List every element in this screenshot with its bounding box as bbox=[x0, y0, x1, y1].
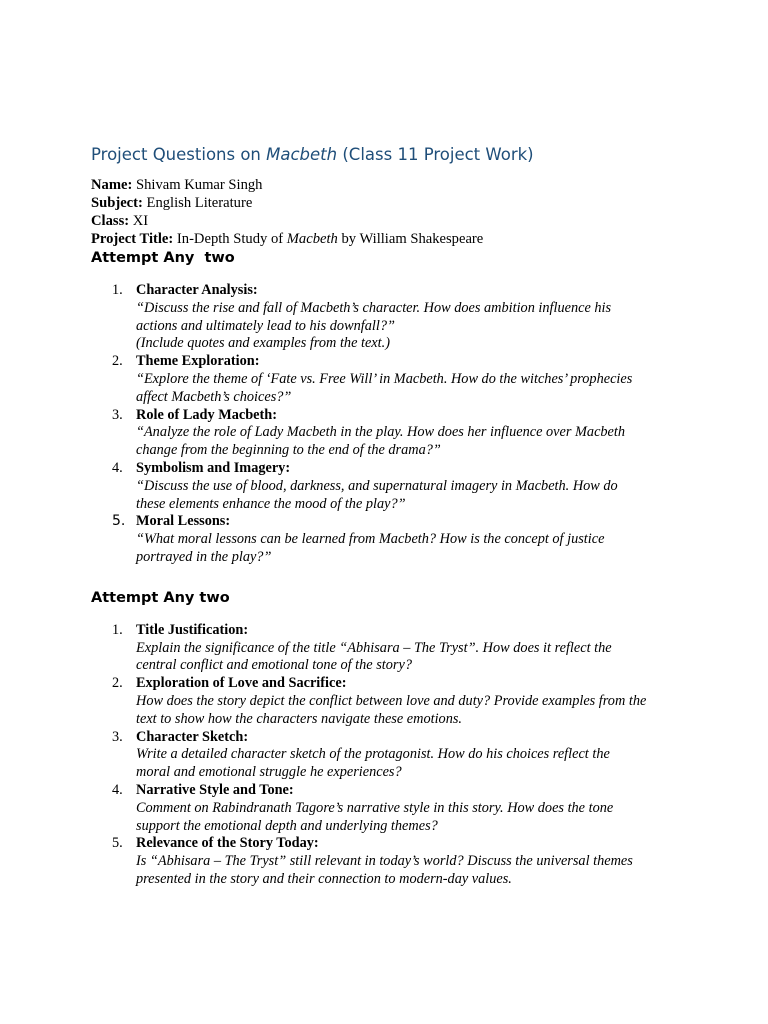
list-item bbox=[91, 622, 691, 675]
section-1-list bbox=[91, 282, 691, 567]
list-item bbox=[91, 353, 691, 406]
list-item bbox=[91, 675, 691, 728]
list-item-text-line: support the emotional depth and underlying themes? bbox=[136, 817, 438, 834]
list-item-number: 5. bbox=[112, 835, 123, 852]
meta-project-title: Project Title: In-Depth Study of Macbeth by William Shakespeare bbox=[91, 231, 484, 247]
list-item-number: 3. bbox=[112, 728, 123, 745]
list-item-number: 1. bbox=[112, 621, 123, 638]
list-item-text-line: “Discuss the use of blood, darkness, and supernatural imagery in Macbeth. How do bbox=[136, 477, 618, 494]
list-item-text-line: “Discuss the rise and fall of Macbeth’s character. How does ambition influence his bbox=[136, 299, 612, 316]
list-item-title: Role of Lady Macbeth: bbox=[136, 406, 277, 423]
list-item-text-line: Write a detailed character sketch of the protagonist. How do his choices reflect the bbox=[136, 746, 610, 763]
list-item bbox=[91, 513, 691, 566]
list-item-text-line: Is “Abhisara – The Tryst” still relevant in today’s world? Discuss the universal themes bbox=[136, 853, 633, 870]
list-item-text-line: “Analyze the role of Lady Macbeth in the play. How does her influence over Macbeth bbox=[136, 424, 626, 441]
list-item-title: Character Analysis: bbox=[136, 282, 258, 298]
list-item-number: 5. bbox=[112, 513, 126, 530]
list-item-text-line: portrayed in the play?” bbox=[136, 548, 272, 565]
list-item-number: 4. bbox=[112, 459, 123, 476]
list-item-text-line: central conflict and emotional tone of the story? bbox=[136, 657, 412, 674]
list-item-text-line: moral and emotional struggle he experiences? bbox=[136, 764, 402, 781]
list-item bbox=[91, 460, 691, 513]
list-item bbox=[91, 782, 691, 835]
list-item-text-line: Explain the significance of the title “Abhisara – The Tryst”. How does it reflect the bbox=[136, 639, 612, 656]
list-item bbox=[91, 729, 691, 782]
list-item-title: Title Justification: bbox=[136, 621, 249, 638]
list-item-text-line: change from the beginning to the end of the drama?” bbox=[136, 442, 441, 459]
list-item-text-line: actions and ultimately lead to his downfall?” bbox=[136, 317, 395, 334]
list-item-title: Relevance of the Story Today: bbox=[136, 835, 319, 852]
list-item-text-line: Comment on Rabindranath Tagore’s narrative style in this story. How does the tone bbox=[136, 799, 614, 816]
list-item-title: Symbolism and Imagery: bbox=[136, 459, 291, 476]
list-item-text-line: How does the story depict the conflict between love and duty? Provide examples from the bbox=[136, 692, 647, 709]
list-item bbox=[91, 282, 691, 353]
list-item-number: 1. bbox=[112, 282, 123, 298]
list-item-text-line: text to show how the characters navigate these emotions. bbox=[136, 710, 462, 727]
list-item-text-line: “Explore the theme of ‘Fate vs. Free Will’ in Macbeth. How do the witches’ prophecies bbox=[136, 370, 633, 387]
document-title: Project Questions on Macbeth (Class 11 Project Work) bbox=[91, 145, 534, 164]
meta-class: Class: XI bbox=[91, 213, 149, 229]
list-item-title: Character Sketch: bbox=[136, 728, 249, 745]
list-item-number: 4. bbox=[112, 781, 123, 798]
list-item-text-line: presented in the story and their connection to modern-day values. bbox=[136, 870, 512, 887]
list-item-title: Narrative Style and Tone: bbox=[136, 781, 294, 798]
list-item-text-line: (Include quotes and examples from the text.) bbox=[136, 335, 390, 352]
list-item-text-line: “What moral lessons can be learned from Macbeth? How is the concept of justice bbox=[136, 531, 605, 548]
section-2-list bbox=[91, 622, 691, 889]
list-item bbox=[91, 407, 691, 460]
list-item-title: Moral Lessons: bbox=[136, 513, 231, 530]
list-item-number: 3. bbox=[112, 406, 123, 423]
meta-subject: Subject: English Literature bbox=[91, 195, 253, 211]
list-item-number: 2. bbox=[112, 353, 123, 370]
section-1-heading: Attempt Any two bbox=[91, 250, 235, 266]
list-item bbox=[91, 835, 691, 888]
list-item-title: Exploration of Love and Sacrifice: bbox=[136, 675, 347, 692]
document-page bbox=[91, 143, 691, 889]
section-2-heading: Attempt Any two bbox=[91, 589, 230, 606]
list-item-number: 2. bbox=[112, 675, 123, 692]
list-item-title: Theme Exploration: bbox=[136, 353, 260, 370]
list-item-text-line: affect Macbeth’s choices?” bbox=[136, 388, 292, 405]
meta-name: Name: Shivam Kumar Singh bbox=[91, 177, 263, 193]
list-item-text-line: these elements enhance the mood of the play?” bbox=[136, 495, 406, 512]
